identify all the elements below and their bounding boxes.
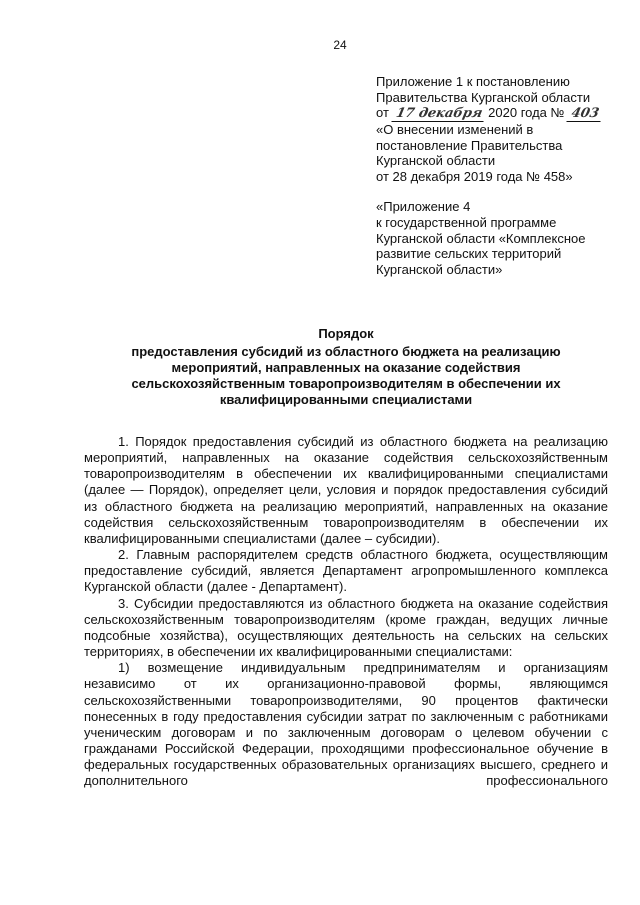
header-line-7: от 28 декабря 2019 года № 458» <box>376 168 573 184</box>
header-line-5: постановление Правительства <box>376 137 563 153</box>
appendix-block <box>376 199 608 278</box>
title-line-4: сельскохозяйственным товаропроизводителям в обеспечении их <box>131 376 561 391</box>
paragraph-3: 3. Субсидии предоставляются из областного бюджета на оказание содействия сельскохозяйственным товаропроизводителям (кроме граждан, ведущих личные подсобные хозяйства), осуществляющих деятельность на сельских на сельских территориях, в обеспечении их квалифицированными специалистами: <box>84 595 608 660</box>
header-from: от <box>376 105 389 121</box>
header-line-4: «О внесении изменений в <box>376 122 534 138</box>
paragraph-2: 2. Главным распорядителем средств областного бюджета, осуществляющим предоставление субсидий, является Департамент агропромышленного комплекса Курганской области (далее - Департамент). <box>84 547 608 595</box>
appendix-line-4: развитие сельских территорий <box>376 246 562 262</box>
appendix-line-5: Курганской области» <box>376 262 503 278</box>
header-block <box>376 74 606 185</box>
appendix-line-2: к государственной программе <box>376 214 557 230</box>
paragraph-1: 1. Порядок предоставления субсидий из областного бюджета на реализацию мероприятий, направленных на оказание содействия сельскохозяйственным товаропроизводителям в обеспечении их квалифицированными специалистами (далее — Порядок), определяет цели, условия и порядок предоставления субсидий из областного бюджета на реализацию мероприятий, направленных на оказание содействия сельскохозяйственным товаропроизводителям в обеспечении их квалифицированными специалистами (далее – субсидии). <box>84 434 608 546</box>
handwritten-date: 17 декабря <box>391 107 486 122</box>
title-line-5: квалифицированными специалистами <box>219 392 473 407</box>
header-line-2: Правительства Курганской области <box>376 89 591 105</box>
title-line-3: мероприятий, направленных на оказание содействия <box>171 360 521 375</box>
header-line-6: Курганской области <box>376 153 496 169</box>
paragraph-4: 1) возмещение индивидуальным предпринимателям и организациям независимо от их организационно-правовой формы, являющимся сельскохозяйственными товаропроизводителями, 90 процентов фактически понесенных в году предоставления субсидии затрат по заключенным с работниками ученическим договорам и по заключенным договорам о целевом обучении с гражданами Российской Федерации, проходящими профессиональное обучение в федеральных государственных образовательных организациях высшего, среднего и дополнительного профессионального <box>84 660 608 789</box>
appendix-line-3: Курганской области «Комплексное <box>376 230 586 246</box>
document-body <box>84 434 608 789</box>
page-number: 24 <box>333 38 347 52</box>
header-line-3 <box>376 105 606 122</box>
document-title <box>96 326 596 408</box>
header-year: 2020 года № <box>488 105 565 121</box>
header-line-1: Приложение 1 к постановлению <box>376 74 570 89</box>
handwritten-number: 403 <box>566 107 603 122</box>
title-line-1: Порядок <box>318 326 374 341</box>
title-line-2: предоставления субсидий из областного бюджета на реализацию <box>131 344 561 359</box>
appendix-line-1: «Приложение 4 <box>376 199 471 214</box>
